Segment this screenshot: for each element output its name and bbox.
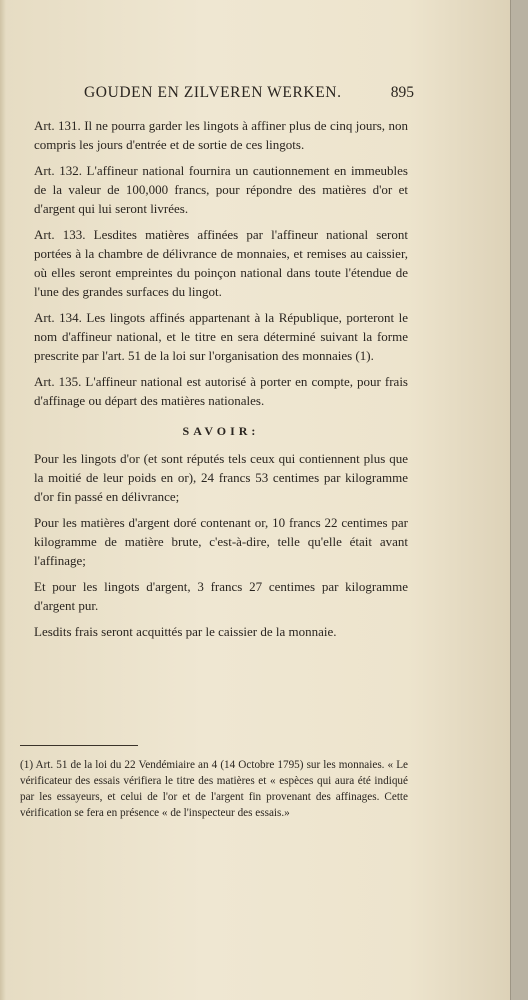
savoir-costs: Lesdits frais seront acquittés par le caissier de la monnaie. bbox=[34, 624, 337, 639]
footnote-text: (1) Art. 51 de la loi du 22 Vendémiaire an 4 (14 Octobre 1795) sur les monnaies. « Le vérificateur des essais vérifiera le titre des matières et « espèces qui aura été indiqué par les essayeurs, et celui de l'or et de l'argent fin provenant des affinages. Cette vérification se fera en présence « de l'inspecteur des essais.» bbox=[20, 759, 408, 819]
page-header bbox=[84, 84, 414, 108]
footnote-rule bbox=[20, 745, 138, 746]
article-131: Art. 131. Il ne pourra garder les lingots à affiner plus de cinq jours, non compris les jours d'entrée et de sortie de ces lingots. bbox=[34, 118, 408, 152]
page-number: 895 bbox=[390, 84, 414, 101]
savoir-silver: Et pour les lingots d'argent, 3 francs 27 centimes par kilogramme d'argent pur. bbox=[34, 579, 408, 613]
gutter-shadow bbox=[0, 0, 6, 1000]
page-body bbox=[34, 116, 408, 648]
running-head: GOUDEN EN ZILVEREN WERKEN. bbox=[84, 84, 342, 101]
footnote bbox=[20, 757, 408, 821]
article-135: Art. 135. L'affineur national est autorisé à porter en compte, pour frais d'affinage ou départ des matières nationales. bbox=[34, 374, 408, 408]
savoir-gilt-silver: Pour les matières d'argent doré contenant or, 10 francs 22 centimes par kilogramme de matière brute, c'est-à-dire, telle qu'elle était avant l'affinage; bbox=[34, 515, 408, 568]
section-heading: SAVOIR: bbox=[182, 424, 260, 438]
savoir-gold: Pour les lingots d'or (et sont réputés tels ceux qui contiennent plus que la moitié de leur poids en or), 24 francs 53 centimes par kilogramme d'or fin passé en délivrance; bbox=[34, 451, 408, 504]
article-134: Art. 134. Les lingots affinés appartenant à la République, porteront le nom d'affineur national, et le titre en sera déterminé suivant la forme prescrite par l'art. 51 de la loi sur l'organisation des monnaies (1). bbox=[34, 310, 408, 363]
book-edge bbox=[510, 0, 528, 1000]
article-133: Art. 133. Lesdites matières affinées par l'affineur national seront portées à la chambre de délivrance de monnaies, et remises au caissier, où elles seront empreintes du poinçon national dans toute l'étendue de l'une des grandes surfaces du lingot. bbox=[34, 227, 408, 299]
article-132: Art. 132. L'affineur national fournira un cautionnement en immeubles de la valeur de 100,000 francs, pour répondre des matières d'or et d'argent qui lui seront livrées. bbox=[34, 163, 408, 216]
